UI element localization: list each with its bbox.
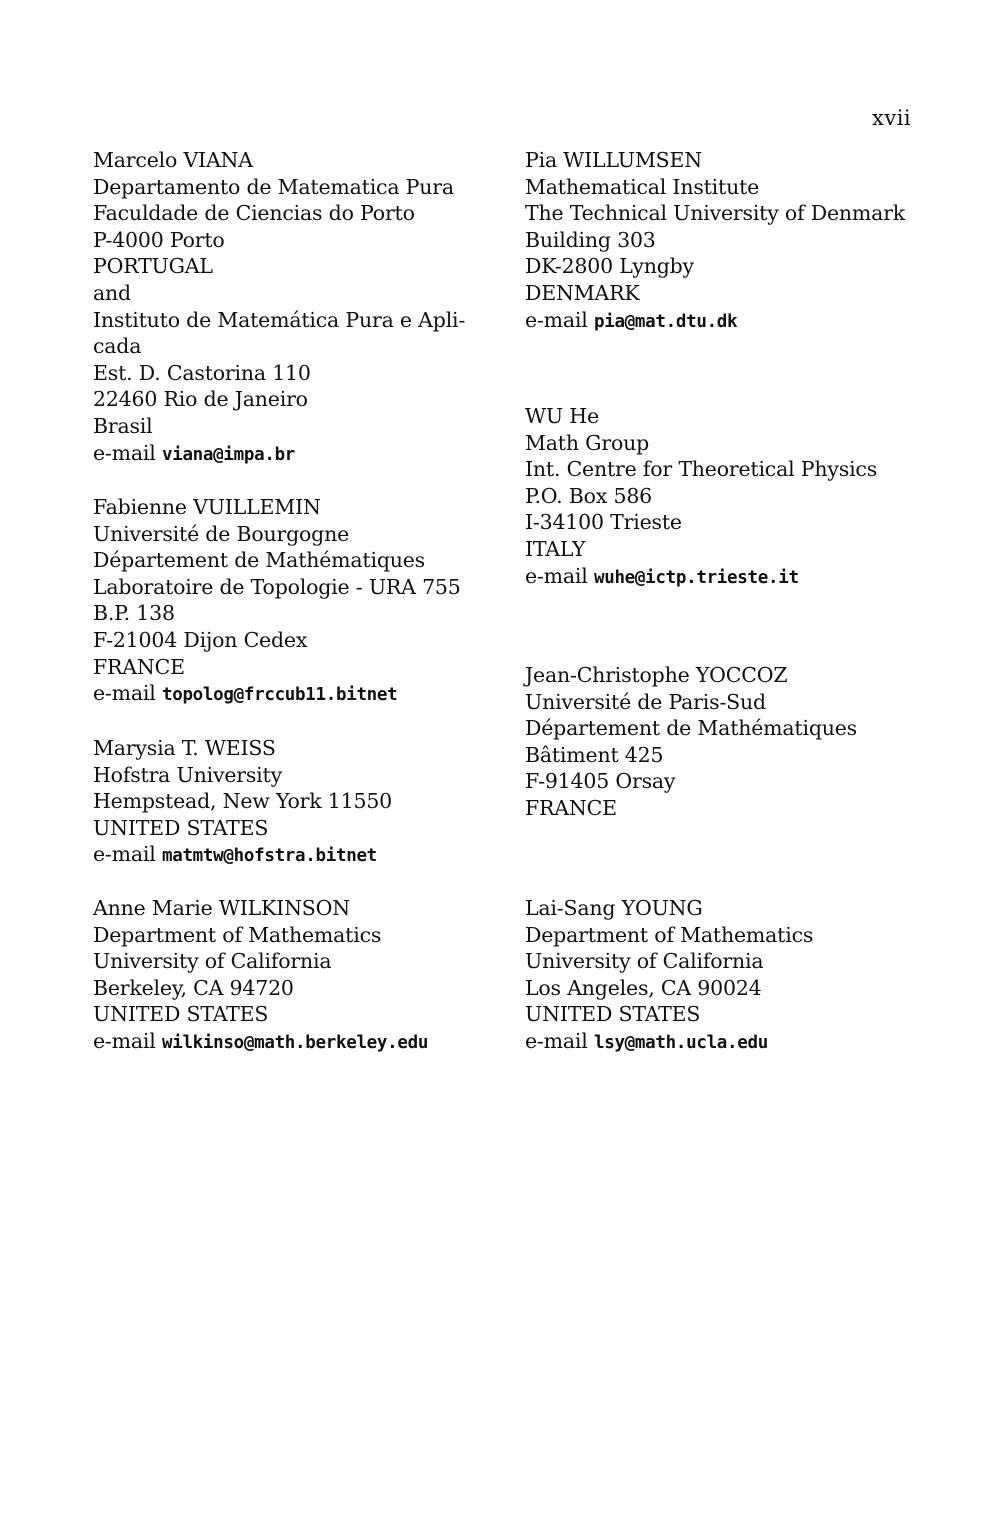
address-line: Math Group: [525, 430, 650, 455]
entry-name: WU He: [525, 404, 599, 428]
address-line: DK-2800 Lyngby: [525, 254, 694, 279]
address-line: Instituto de Matemática Pura e Apli-: [93, 307, 466, 332]
address-line: University of California: [525, 949, 764, 974]
email-line: [93, 841, 392, 870]
address-line: Bâtiment 425: [525, 742, 664, 767]
email-line: [525, 1028, 813, 1057]
address-line: FRANCE: [93, 654, 185, 679]
email-label: e-mail: [93, 440, 156, 465]
email-line: [93, 680, 461, 709]
address-line: PORTUGAL: [93, 254, 213, 279]
address-line: 22460 Rio de Janeiro: [93, 387, 308, 412]
page-number: xvii: [872, 106, 912, 130]
email-label: e-mail: [525, 563, 588, 588]
email-label: e-mail: [93, 681, 156, 706]
address-entry-wu: [525, 403, 877, 591]
address-entry-willumsen: [525, 147, 905, 335]
address-line: Université de Bourgogne: [93, 521, 350, 546]
address-line: Hofstra University: [93, 762, 282, 787]
address-line: and: [93, 280, 131, 305]
entry-name: Marcelo VIANA: [93, 148, 253, 172]
entry-name: Fabienne VUILLEMIN: [93, 495, 321, 519]
address-line: UNITED STATES: [93, 1002, 269, 1027]
entry-name: Anne Marie WILKINSON: [93, 896, 350, 920]
address-line: Department of Mathematics: [525, 922, 814, 947]
entry-name: Jean-Christophe YOCCOZ: [525, 663, 788, 687]
address-line: University of California: [93, 949, 332, 974]
address-line: Département de Mathématiques: [93, 548, 425, 573]
address-line: Departamento de Matematica Pura: [93, 174, 454, 199]
address-line: Laboratoire de Topologie - URA 755: [93, 574, 461, 599]
email-label: e-mail: [93, 1028, 156, 1053]
address-line: Int. Centre for Theoretical Physics: [525, 457, 878, 482]
email-line: [525, 307, 905, 336]
address-line: Université de Paris-Sud: [525, 689, 766, 714]
address-line: Est. D. Castorina 110: [93, 360, 311, 385]
address-line: P.O. Box 586: [525, 483, 653, 508]
email-address: lsy@math.ucla.edu: [593, 1032, 768, 1053]
address-line: DENMARK: [525, 280, 640, 305]
email-address: topolog@frccub11.bitnet: [161, 685, 398, 706]
email-line: [93, 1028, 428, 1057]
address-line: B.P. 138: [93, 601, 175, 626]
address-line: Faculdade de Ciencias do Porto: [93, 201, 415, 226]
address-line: Brasil: [93, 413, 153, 438]
address-entry-vuillemin: [93, 494, 461, 709]
address-line: Berkeley, CA 94720: [93, 975, 294, 1000]
address-line: UNITED STATES: [93, 815, 269, 840]
email-address: matmtw@hofstra.bitnet: [161, 846, 377, 867]
address-line: FRANCE: [525, 795, 617, 820]
address-line: UNITED STATES: [525, 1002, 701, 1027]
address-line: Hempstead, New York 11550: [93, 789, 393, 814]
address-entry-viana: [93, 147, 465, 468]
address-entry-weiss: [93, 735, 392, 870]
address-line: P-4000 Porto: [93, 227, 225, 252]
email-line: [525, 563, 877, 592]
address-line: Building 303: [525, 227, 656, 252]
address-line: I-34100 Trieste: [525, 510, 682, 535]
email-label: e-mail: [525, 307, 588, 332]
email-address: wuhe@ictp.trieste.it: [593, 567, 799, 588]
address-line: ITALY: [525, 536, 586, 561]
email-address: wilkinso@math.berkeley.edu: [161, 1032, 429, 1053]
entry-name: Marysia T. WEISS: [93, 736, 276, 760]
address-entry-young: [525, 895, 813, 1057]
address-line: F-91405 Orsay: [525, 769, 676, 794]
email-label: e-mail: [93, 842, 156, 867]
address-line: Département de Mathématiques: [525, 716, 857, 741]
address-entry-yoccoz: [525, 662, 857, 822]
email-address: viana@impa.br: [161, 444, 296, 465]
entry-name: Lai-Sang YOUNG: [525, 896, 703, 920]
address-line: cada: [93, 334, 142, 359]
email-label: e-mail: [525, 1028, 588, 1053]
email-line: [93, 440, 465, 469]
address-line: Mathematical Institute: [525, 174, 760, 199]
address-line: Department of Mathematics: [93, 922, 382, 947]
address-line: F-21004 Dijon Cedex: [93, 627, 308, 652]
email-address: pia@mat.dtu.dk: [593, 311, 738, 332]
address-line: The Technical University of Denmark: [525, 201, 906, 226]
entry-name: Pia WILLUMSEN: [525, 148, 702, 172]
address-entry-wilkinson: [93, 895, 428, 1057]
address-line: Los Angeles, CA 90024: [525, 975, 762, 1000]
